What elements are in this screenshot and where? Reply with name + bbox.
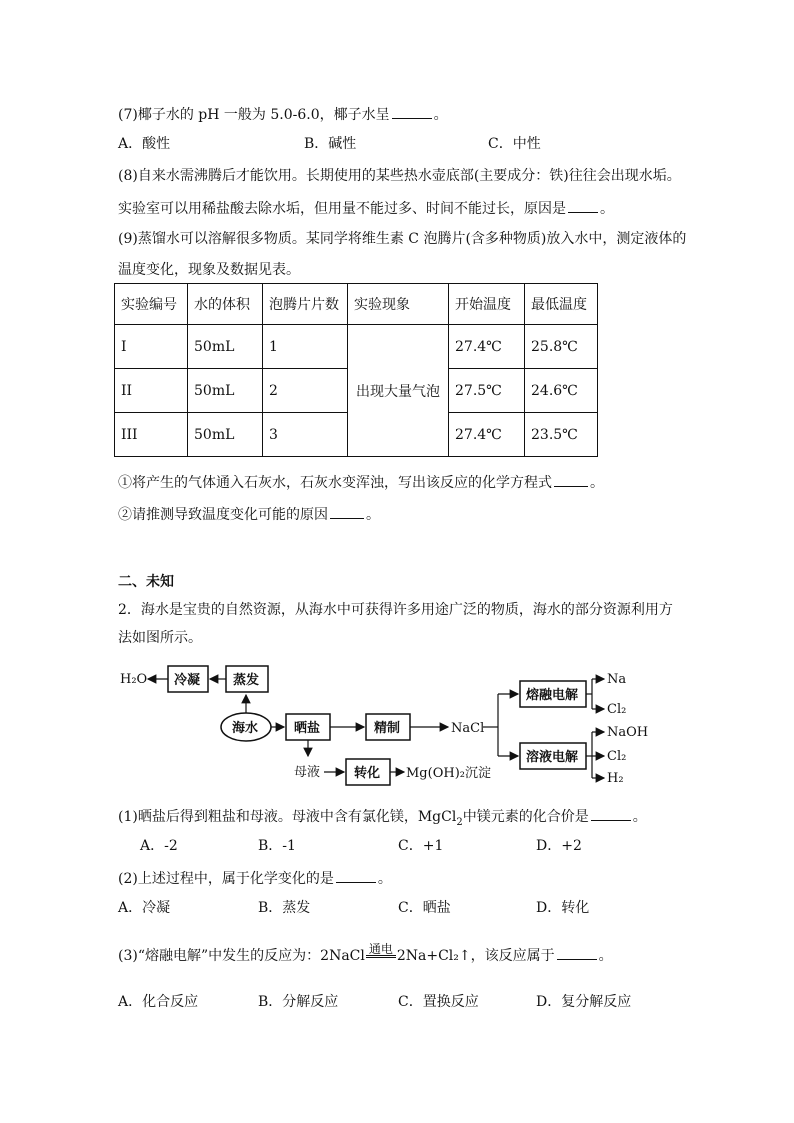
q8-line2: 实验室可以用稀盐酸去除水垢，但用量不能过多、时间不能过长，原因是 。	[118, 198, 614, 219]
table-cell: I	[115, 325, 188, 369]
table-cell: 50mL	[188, 369, 263, 413]
section-title: 二、未知	[118, 574, 174, 590]
q9-sub2: ②请推测导致温度变化可能的原因 。	[118, 504, 380, 525]
seawater-flow-diagram	[118, 660, 678, 790]
q2-3-option-d: D．复分解反应	[536, 994, 632, 1010]
q2-1-option-b: B．-1	[258, 838, 296, 854]
solution-electrolysis-label: 溶液电解	[526, 750, 579, 765]
table-cell: II	[115, 369, 188, 413]
seawater-label: 海水	[232, 721, 259, 736]
molten-electrolysis-label: 熔融电解	[526, 688, 579, 703]
answer-blank	[557, 945, 597, 960]
q7-stem: (7)椰子水的 pH 一般为 5.0-6.0，椰子水呈 。	[118, 104, 448, 125]
q2-3-option-b: B．分解反应	[258, 994, 339, 1010]
cl2-label-a: Cl₂	[607, 702, 627, 717]
table-cell: 27.5℃	[449, 369, 525, 413]
h2o-label: H₂O	[120, 672, 148, 687]
header-cell: 实验现象	[348, 284, 449, 325]
q2-1-option-c: C．+1	[398, 838, 444, 854]
na-label: Na	[607, 672, 627, 687]
convert-label: 转化	[354, 766, 381, 781]
q9-line1: (9)蒸馏水可以溶解很多物质。某同学将维生素 C 泡腾片(含多种物质)放入水中，测定液体的	[118, 231, 687, 247]
q2-2-stem: (2)上述过程中，属于化学变化的是 。	[118, 868, 392, 889]
table-cell: 2	[263, 369, 348, 413]
table-cell: 27.4℃	[449, 413, 525, 457]
header-cell: 开始温度	[449, 284, 525, 325]
header-cell: 水的体积	[188, 284, 263, 325]
q2-stem-line2: 法如图所示。	[118, 630, 202, 646]
answer-blank	[554, 472, 588, 487]
header-cell: 泡腾片片数	[263, 284, 348, 325]
q2-2-option-d: D．转化	[536, 900, 590, 916]
merged-phenomenon-cell: 出现大量气泡	[348, 325, 449, 457]
q9-line2: 温度变化，现象及数据见表。	[118, 262, 300, 278]
q2-2-option-c: C．晒盐	[398, 900, 451, 916]
q2-1-stem: (1)晒盐后得到粗盐和母液。母液中含有氯化镁，MgCl$_2$中镁元素的化合价是 。	[118, 806, 647, 827]
equals-condition: 通电	[366, 955, 396, 958]
answer-blank	[392, 104, 432, 119]
answer-blank	[330, 504, 364, 519]
table-cell: 24.6℃	[525, 369, 598, 413]
answer-blank	[591, 806, 631, 821]
header-cell: 实验编号	[115, 284, 188, 325]
q2-3-stem: (3)“熔融电解”中发生的反应为：2NaCl 通电 2Na+Cl₂↑，该反应属于 。	[118, 941, 613, 964]
q9-sub1: ①将产生的气体通入石灰水，石灰水变浑浊，写出该反应的化学方程式 。	[118, 472, 604, 493]
table-cell: 1	[263, 325, 348, 369]
table-cell: III	[115, 413, 188, 457]
q2-3-option-a: A．化合反应	[118, 994, 199, 1010]
q7-option-a: A．酸性	[118, 136, 171, 152]
mother-liquor-label: 母液	[294, 765, 321, 780]
naoh-label: NaOH	[607, 725, 649, 740]
evaporate-label: 蒸发	[233, 673, 260, 688]
q2-2-option-a: A．冷凝	[118, 900, 171, 916]
table-cell: 50mL	[188, 413, 263, 457]
table-cell: 25.8℃	[525, 325, 598, 369]
q2-1-option-d: D．+2	[536, 838, 582, 854]
q2-stem-line1: 2．海水是宝贵的自然资源，从海水中可获得许多用途广泛的物质，海水的部分资源利用方	[118, 602, 673, 618]
experiment-table	[114, 283, 598, 457]
answer-blank	[336, 868, 376, 883]
mgoh2-label: Mg(OH)₂沉淀	[406, 766, 491, 781]
q2-3-option-c: C．置换反应	[398, 994, 479, 1010]
table-cell: 3	[263, 413, 348, 457]
answer-blank	[568, 198, 598, 213]
table-cell: 23.5℃	[525, 413, 598, 457]
q7-option-c: C．中性	[488, 136, 541, 152]
refine-label: 精制	[374, 721, 401, 736]
q2-2-option-b: B．蒸发	[258, 900, 311, 916]
h2-label: H₂	[607, 771, 624, 786]
cl2-label-b: Cl₂	[607, 749, 627, 764]
table-cell: 50mL	[188, 325, 263, 369]
condense-label: 冷凝	[174, 673, 201, 688]
q8-line1: (8)自来水需沸腾后才能饮用。长期使用的某些热水壶底部(主要成分：铁)往往会出现水垢。	[118, 168, 681, 184]
table-row	[115, 325, 598, 369]
nacl-label: NaCl	[451, 721, 485, 736]
q2-1-option-a: A．-2	[140, 838, 178, 854]
sun-salt-label: 晒盐	[294, 721, 321, 736]
header-cell: 最低温度	[525, 284, 598, 325]
table-cell: 27.4℃	[449, 325, 525, 369]
reaction-equation: 2NaCl 通电 2Na+Cl₂↑	[320, 941, 471, 964]
q7-option-b: B．碱性	[304, 136, 357, 152]
table-header-row	[115, 284, 598, 325]
